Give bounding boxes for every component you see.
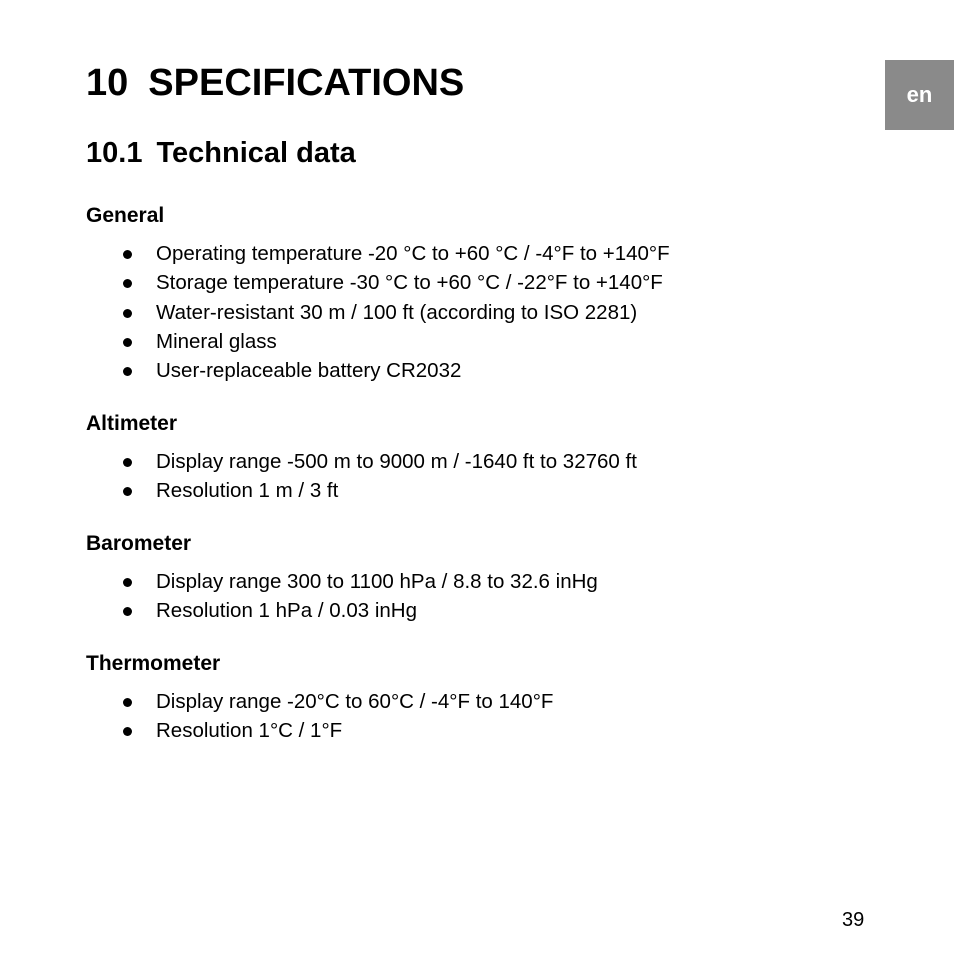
bullet-icon	[123, 309, 132, 318]
list-item-text: Display range -20°C to 60°C / -4°F to 140°F	[156, 690, 554, 713]
language-tab	[885, 60, 954, 130]
group-heading-general: General	[86, 204, 165, 227]
bullet-icon	[123, 250, 132, 259]
list-item-text: Operating temperature -20 °C to +60 °C / -4°F to +140°F	[156, 242, 670, 265]
list-item	[86, 239, 846, 268]
list-item	[86, 716, 846, 745]
chapter-title-text: SPECIFICATIONS	[148, 62, 465, 104]
bullet-icon	[123, 338, 132, 347]
spec-group-thermometer	[86, 651, 846, 746]
list-item	[86, 268, 846, 297]
list-item-text: Water-resistant 30 m / 100 ft (according to ISO 2281)	[156, 300, 638, 324]
bullet-icon	[123, 607, 132, 616]
list-item	[86, 298, 846, 327]
bullet-icon	[123, 279, 132, 288]
list-item-text: Resolution 1 m / 3 ft	[156, 479, 339, 503]
bullet-icon	[123, 578, 132, 587]
group-heading-thermometer: Thermometer	[86, 652, 221, 675]
list-item	[86, 447, 846, 476]
spec-list-barometer	[86, 567, 846, 626]
spec-list-general	[86, 239, 846, 385]
list-item-text: Display range 300 to 1100 hPa / 8.8 to 32.6 inHg	[156, 570, 598, 593]
language-tab-label: en	[906, 82, 933, 107]
list-item-text: Resolution 1°C / 1°F	[156, 719, 343, 743]
list-item	[86, 327, 846, 356]
spec-group-general	[86, 203, 846, 385]
chapter-number: 10	[86, 62, 129, 104]
bullet-icon	[123, 458, 132, 467]
spec-group-altimeter	[86, 411, 846, 506]
list-item-text: User-replaceable battery CR2032	[156, 359, 462, 383]
list-item	[86, 567, 846, 596]
list-item	[86, 356, 846, 385]
list-item-text: Storage temperature -30 °C to +60 °C / -22°F to +140°F	[156, 271, 663, 295]
section-title-text: Technical data	[156, 137, 356, 169]
list-item-text: Display range -500 m to 9000 m / -1640 ft to 32760 ft	[156, 450, 637, 473]
bullet-icon	[123, 727, 132, 736]
list-item-text: Resolution 1 hPa / 0.03 inHg	[156, 599, 417, 623]
chapter-title	[86, 60, 464, 106]
page-number: 39	[842, 909, 865, 931]
group-heading-altimeter: Altimeter	[86, 412, 178, 435]
bullet-icon	[123, 698, 132, 707]
bullet-icon	[123, 487, 132, 496]
section-title	[86, 134, 356, 172]
spec-list-thermometer	[86, 687, 846, 746]
list-item	[86, 687, 846, 716]
list-item-text: Mineral glass	[156, 329, 277, 353]
section-number: 10.1	[86, 137, 143, 169]
list-item	[86, 596, 846, 625]
spec-list-altimeter	[86, 447, 846, 506]
spec-group-barometer	[86, 531, 846, 626]
bullet-icon	[123, 367, 132, 376]
group-heading-barometer: Barometer	[86, 532, 192, 555]
list-item	[86, 476, 846, 505]
